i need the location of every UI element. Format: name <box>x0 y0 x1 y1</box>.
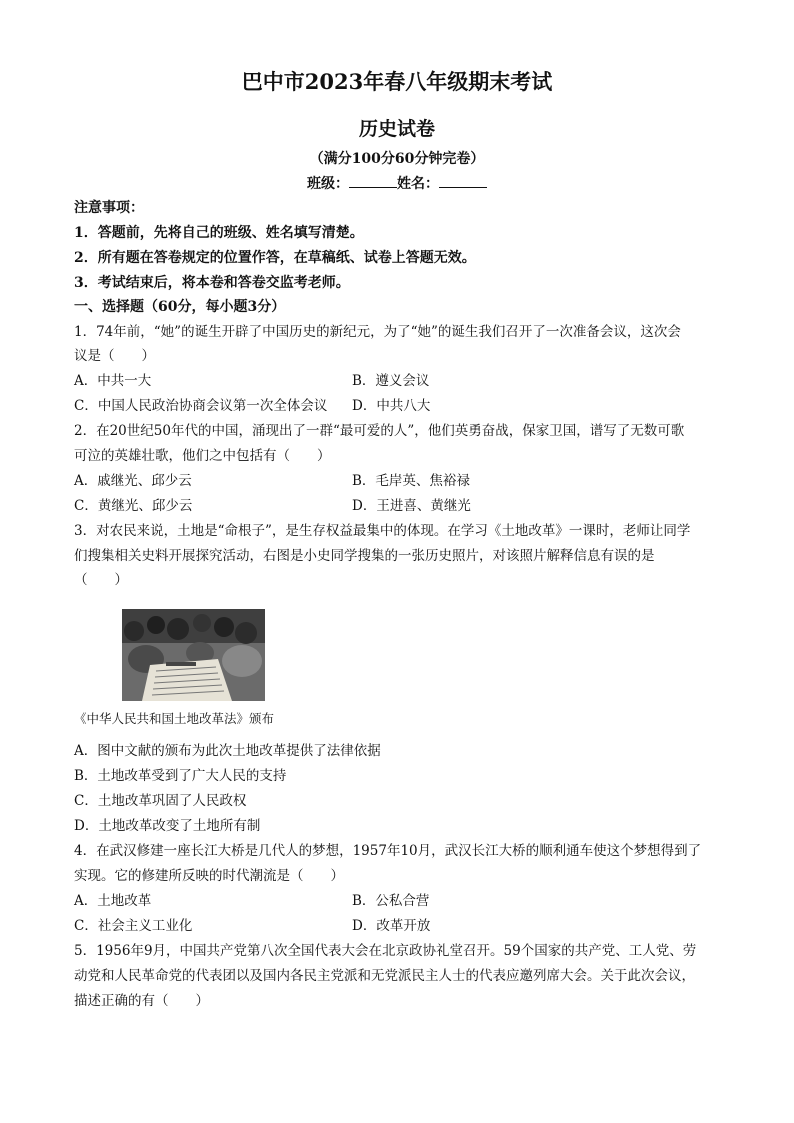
q2-stem-line2: 可泣的英雄壮歌，他们之中包括有（ ） <box>74 448 331 464</box>
q5-stem-line1: 5．1956年9月，中国共产党第八次全国代表大会在北京政协礼堂召开。59个国家的共产党、工人党、劳 <box>74 943 697 959</box>
name-label: 姓名： <box>397 176 439 192</box>
q3-option-c[interactable]: C．土地改革巩固了人民政权 <box>74 793 247 809</box>
q5-stem-line3: 描述正确的有（ ） <box>74 993 209 1009</box>
q3-option-b[interactable]: B．土地改革受到了广大人民的支持 <box>74 768 287 784</box>
q1-option-c[interactable]: C．中国人民政治协商会议第一次全体会议 <box>74 398 328 414</box>
land-reform-photo-graphic <box>122 609 265 701</box>
photo-caption: 《中华人民共和国土地改革法》颁布 <box>74 711 275 726</box>
q1-stem-line2: 议是（ ） <box>74 348 155 364</box>
q4-option-c[interactable]: C．社会主义工业化 <box>74 918 193 934</box>
note-item-1: 1．答题前，先将自己的班级、姓名填写清楚。 <box>74 225 364 241</box>
class-blank[interactable] <box>349 173 397 188</box>
q2-option-d[interactable]: D．王进喜、黄继光 <box>352 498 471 514</box>
student-info-row <box>0 173 794 193</box>
exam-title: 巴中市2023年春八年级期末考试 <box>241 69 553 94</box>
notes-heading: 注意事项： <box>74 200 144 216</box>
q4-option-a[interactable]: A．土地改革 <box>74 893 152 909</box>
q1-option-b[interactable]: B．遵义会议 <box>352 373 430 389</box>
q2-option-c[interactable]: C．黄继光、邱少云 <box>74 498 193 514</box>
q3-stem-line3: （ ） <box>74 572 128 588</box>
exam-subject: 历史试卷 <box>358 118 435 140</box>
q4-stem-line1: 4．在武汉修建一座长江大桥是几代人的梦想，1957年10月，武汉长江大桥的顺利通车使这个梦想得到了 <box>74 843 702 859</box>
q3-option-a[interactable]: A．图中文献的颁布为此次土地改革提供了法律依据 <box>74 743 381 759</box>
q3-stem-line2: 们搜集相关史料开展探究活动，右图是小史同学搜集的一张历史照片，对该照片解释信息有误的是 <box>74 548 655 564</box>
note-item-3: 3．考试结束后，将本卷和答卷交监考老师。 <box>74 275 350 291</box>
q5-stem-line2: 动党和人民革命党的代表团以及国内各民主党派和无党派民主人士的代表应邀列席大会。关于此次会议， <box>74 968 695 984</box>
note-item-2: 2．所有题在答卷规定的位置作答，在草稿纸、试卷上答题无效。 <box>74 250 476 266</box>
land-reform-photo <box>122 609 265 701</box>
exam-info: （满分100分60分钟完卷） <box>309 151 485 167</box>
q1-stem-line1: 1．74年前，“她”的诞生开辟了中国历史的新纪元，为了“她”的诞生我们召开了一次准备会议，这次会 <box>74 324 681 340</box>
q2-stem-line1: 2．在20世纪50年代的中国，涌现出了一群“最可爱的人”，他们英勇奋战，保家卫国，谱写了无数可歌 <box>74 423 685 439</box>
class-label: 班级： <box>307 176 349 192</box>
q2-option-a[interactable]: A．戚继光、邱少云 <box>74 473 192 489</box>
section-heading: 一、选择题（60分，每小题3分） <box>74 299 286 315</box>
q1-option-d[interactable]: D．中共八大 <box>352 398 431 414</box>
q1-option-a[interactable]: A．中共一大 <box>74 373 152 389</box>
q4-stem-line2: 实现。它的修建所反映的时代潮流是（ ） <box>74 868 344 884</box>
q4-option-b[interactable]: B．公私合营 <box>352 893 430 909</box>
name-blank[interactable] <box>439 173 487 188</box>
q4-option-d[interactable]: D．改革开放 <box>352 918 431 934</box>
q3-stem-line1: 3．对农民来说，土地是“命根子”，是生存权益最集中的体现。在学习《土地改革》一课时，老师让同学 <box>74 523 691 539</box>
q2-option-b[interactable]: B．毛岸英、焦裕禄 <box>352 473 470 489</box>
q3-option-d[interactable]: D．土地改革改变了土地所有制 <box>74 818 261 834</box>
